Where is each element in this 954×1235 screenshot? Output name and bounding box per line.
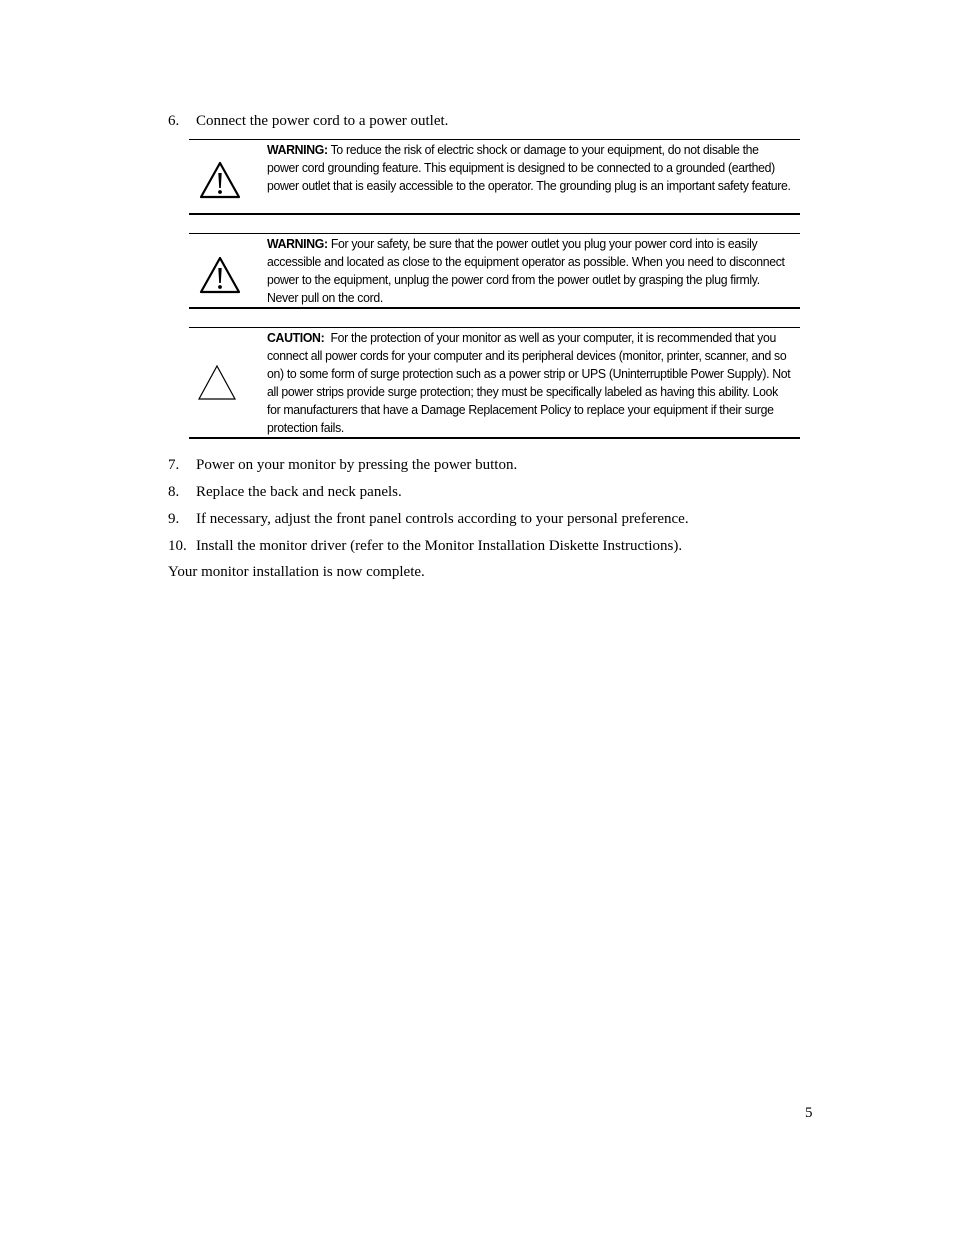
step-number: 6.	[168, 113, 180, 129]
step-text: Power on your monitor by pressing the power button.	[196, 457, 518, 473]
warning-notice-outlet	[189, 233, 800, 309]
warning-body: To reduce the risk of electric shock or damage to your equipment, do not disable the power cord grounding feature. This equipment is designed to be connected to a grounded (earthed) power outlet that is easily accessible to the operator. The grounding plug is an important safety feature.	[267, 142, 791, 193]
warning-label: WARNING:	[267, 236, 328, 251]
warning-exclamation-triangle-icon	[199, 161, 241, 199]
step-8	[168, 483, 402, 501]
step-number: 9.	[168, 511, 180, 527]
caution-triangle-icon	[197, 364, 239, 402]
warning-text	[267, 235, 792, 307]
caution-label: CAUTION:	[267, 330, 325, 345]
step-10	[168, 537, 682, 555]
warning-text	[267, 141, 792, 195]
warning-exclamation-triangle-icon	[199, 256, 241, 294]
step-number: 7.	[168, 457, 180, 473]
caution-text	[267, 329, 792, 436]
step-number: 10.	[168, 538, 187, 554]
step-text: Install the monitor driver (refer to the Monitor Installation Diskette Instructions).	[196, 538, 683, 554]
step-text: Replace the back and neck panels.	[196, 484, 402, 500]
caution-notice-surge-protection	[189, 327, 800, 439]
step-9	[168, 510, 689, 528]
page-number: 5	[805, 1105, 813, 1121]
step-7	[168, 456, 517, 474]
caution-body: For the protection of your monitor as well as your computer, it is recommended that you connect all power cords for your computer and its peripheral devices (monitor, printer, scanner, and so on) to some form of surge protection such as a power strip or UPS (Uninterruptible Power Supply). Not all power strips provide surge protection; they must be specifically labeled as having this ability. Look for manufacturers that have a Damage Replacement Policy to replace your equipment if their surge protection fails.	[267, 330, 794, 435]
step-number: 8.	[168, 484, 180, 500]
step-text: If necessary, adjust the front panel controls according to your personal preference.	[196, 511, 689, 527]
warning-notice-grounding	[189, 139, 800, 215]
warning-label: WARNING:	[267, 142, 328, 157]
closing-paragraph: Your monitor installation is now complete.	[168, 564, 425, 580]
warning-body: For your safety, be sure that the power outlet you plug your power cord into is easily accessible and located as close to the equipment operator as possible. When you need to disconnect power to the equipment, unplug the power cord from the power outlet by grasping the plug firmly. Never pull on the cord.	[267, 236, 785, 305]
step-text: Connect the power cord to a power outlet.	[196, 113, 449, 129]
step-6	[168, 112, 448, 130]
